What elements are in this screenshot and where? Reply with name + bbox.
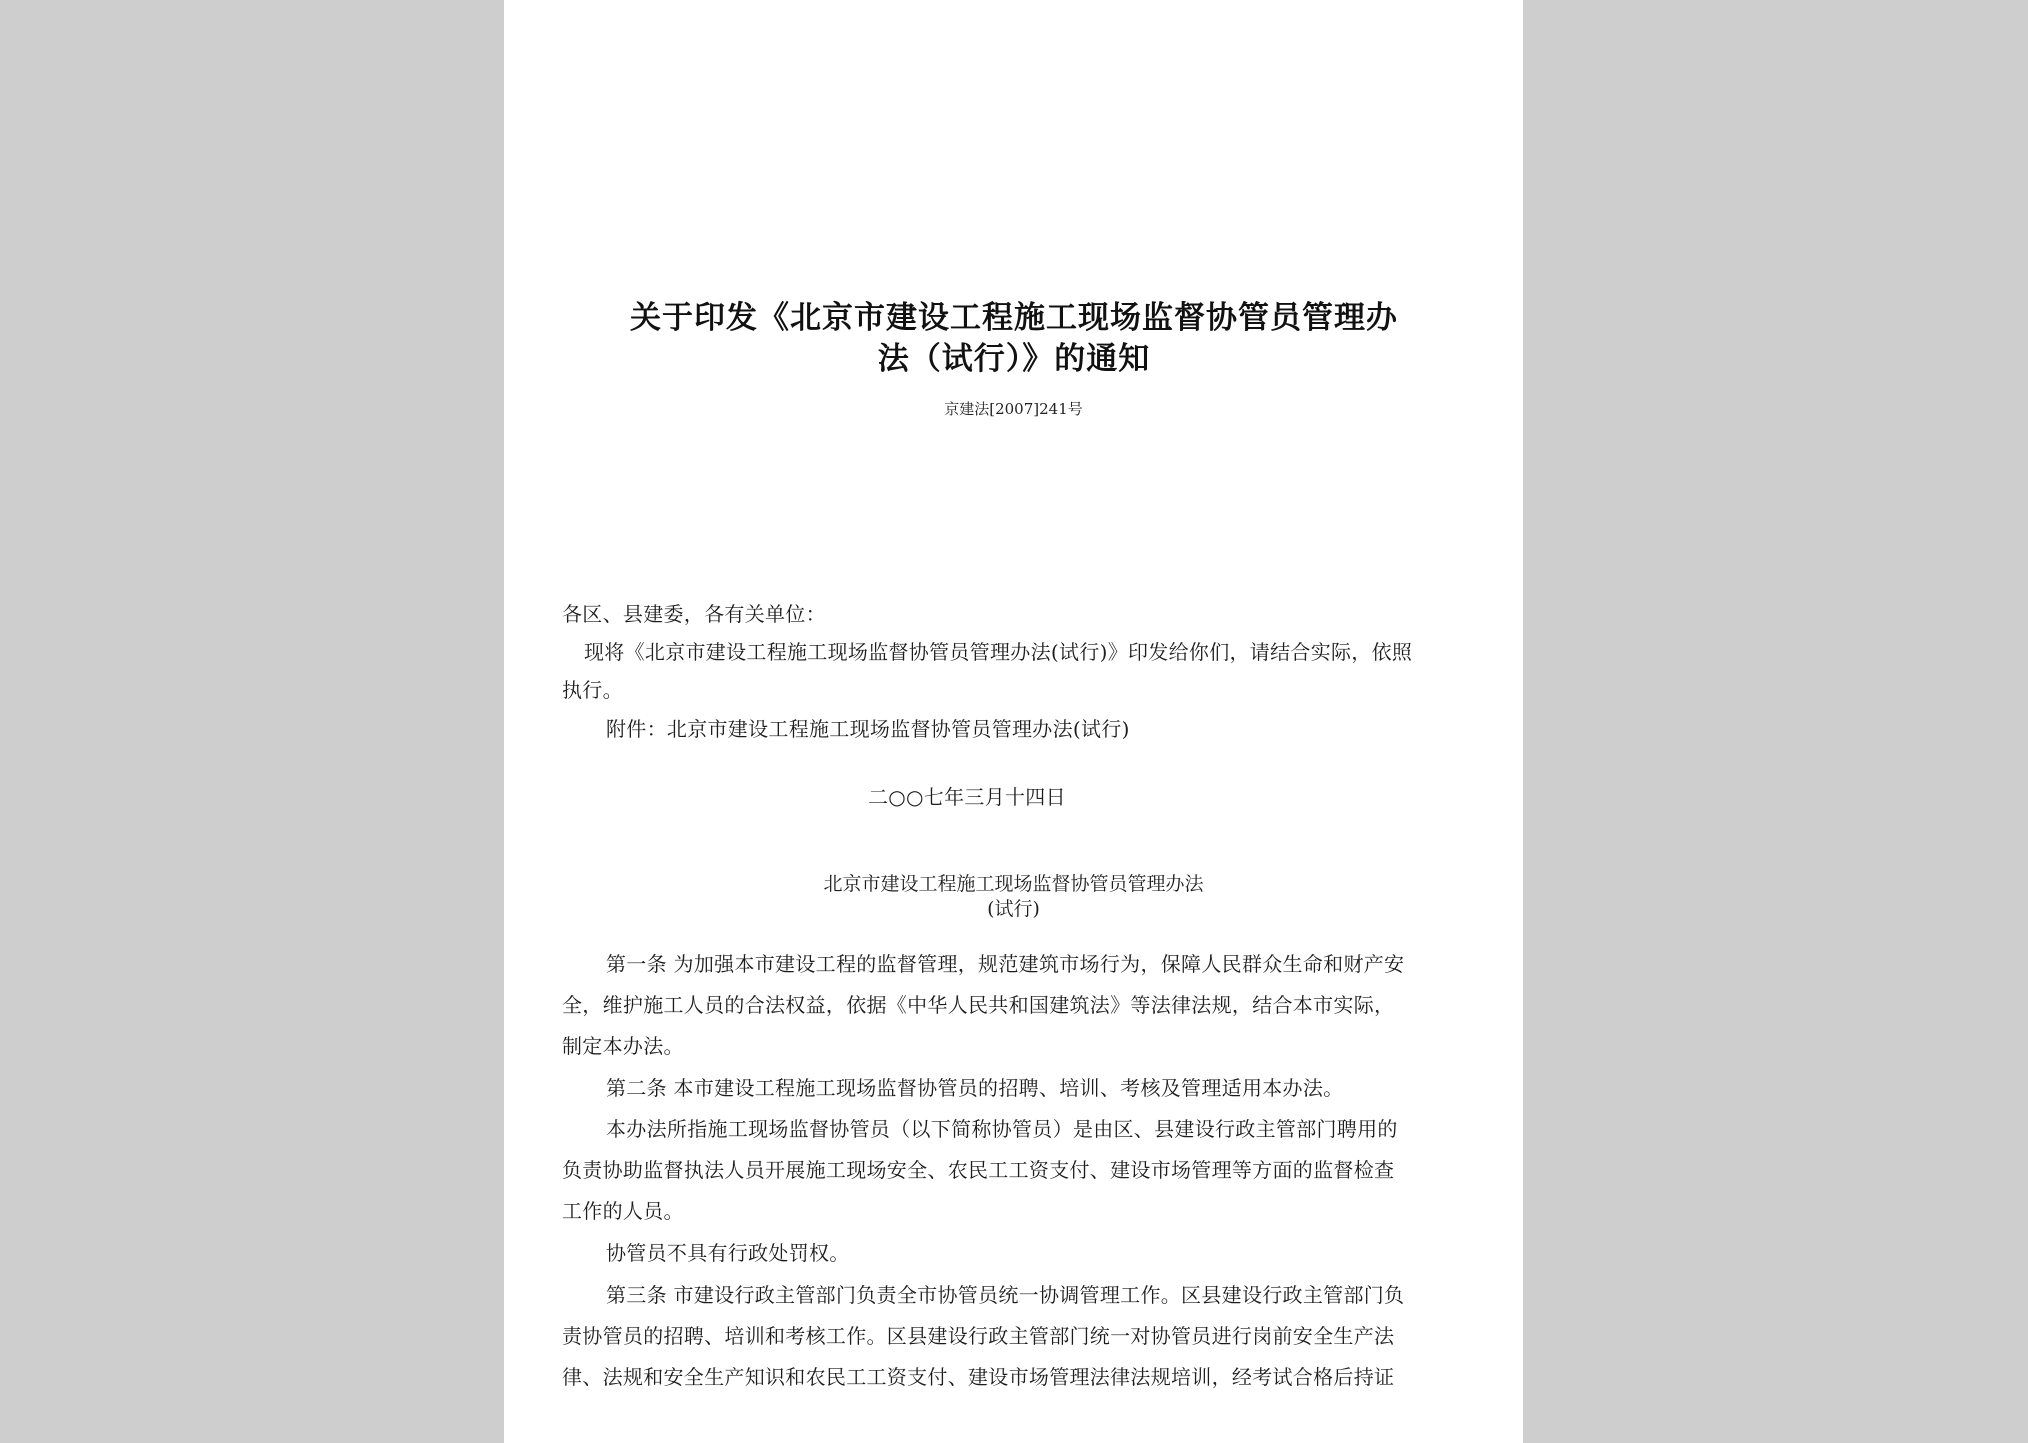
regulation-title: 北京市建设工程施工现场监督协管员管理办法 <box>823 873 1204 895</box>
article-1-line-1: 第一条 为加强本市建设工程的监督管理，规范建筑市场行为，保障人民群众生命和财产安 <box>606 952 1405 976</box>
document-page <box>504 0 1523 1443</box>
article-2-para-3: 协管员不具有行政处罚权。 <box>606 1241 850 1265</box>
article-2-line-1: 第二条 本市建设工程施工现场监督协管员的招聘、培训、考核及管理适用本办法。 <box>606 1076 1344 1100</box>
notice-title-line-2: 法（试行）》的通知 <box>877 341 1151 377</box>
addressee: 各区、县建委，各有关单位： <box>562 602 826 626</box>
article-2-para-2-line-3: 工作的人员。 <box>562 1199 684 1223</box>
notice-body-line-1: 现将《北京市建设工程施工现场监督协管员管理办法(试行)》印发给你们，请结合实际，依照 <box>584 640 1413 664</box>
attachment-line: 附件：北京市建设工程施工现场监督协管员管理办法(试行) <box>606 717 1130 741</box>
article-1-line-2: 全，维护施工人员的合法权益，依据《中华人民共和国建筑法》等法律法规，结合本市实际， <box>562 993 1395 1017</box>
article-1-line-3: 制定本办法。 <box>562 1034 684 1058</box>
article-3-line-2: 责协管员的招聘、培训和考核工作。区县建设行政主管部门统一对协管员进行岗前安全生产法 <box>562 1324 1395 1348</box>
notice-title-line-1: 关于印发《北京市建设工程施工现场监督协管员管理办 <box>630 300 1398 336</box>
document-number: 京建法[2007]241号 <box>944 400 1083 418</box>
article-2-para-2-line-1: 本办法所指施工现场监督协管员（以下简称协管员）是由区、县建设行政主管部门聘用的 <box>606 1117 1398 1141</box>
article-3-line-1: 第三条 市建设行政主管部门负责全市协管员统一协调管理工作。区县建设行政主管部门负 <box>606 1283 1405 1307</box>
article-2-para-2-line-2: 负责协助监督执法人员开展施工现场安全、农民工工资支付、建设市场管理等方面的监督检查 <box>562 1158 1395 1182</box>
notice-body-line-2: 执行。 <box>562 678 623 702</box>
regulation-subtitle: (试行) <box>987 898 1040 920</box>
article-3-line-3: 律、法规和安全生产知识和农民工工资支付、建设市场管理法律法规培训，经考试合格后持证 <box>562 1365 1395 1389</box>
issue-date: 二○○七年三月十四日 <box>868 785 1066 809</box>
